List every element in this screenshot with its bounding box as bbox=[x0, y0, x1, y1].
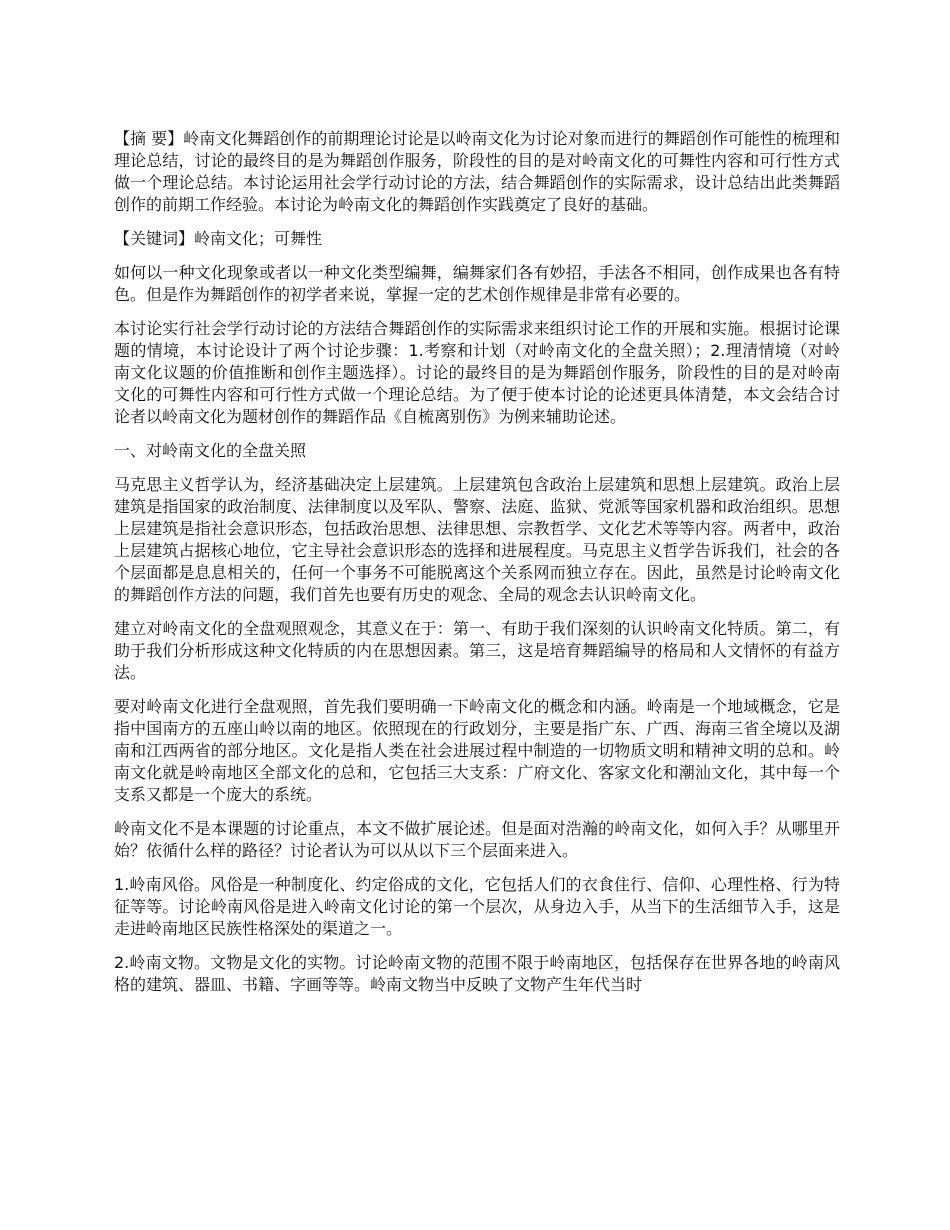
abstract-paragraph: 【摘 要】岭南文化舞蹈创作的前期理论讨论是以岭南文化为讨论对象而进行的舞蹈创作可能性的梳理和理论总结，讨论的最终目的是为舞蹈创作服务，阶段性的目的是对岭南文化的可舞性内容和可行性方式做一个理论总结。本讨论运用社会学行动讨论的方法，结合舞蹈创作的实际需求，设计总结出此类舞蹈创作的前期工作经验。本讨论为岭南文化的舞蹈创作实践奠定了良好的基础。 bbox=[114, 129, 840, 214]
body-paragraph: 如何以一种文化现象或者以一种文化类型编舞，编舞家们各有妙招，手法各不相同，创作成果也各有特色。但是作为舞蹈创作的初学者来说，掌握一定的艺术创作规律是非常有必要的。 bbox=[114, 263, 840, 304]
body-paragraph: 建立对岭南文化的全盘观照观念，其意义在于：第一、有助于我们深刻的认识岭南文化特质。第二，有助于我们分析形成这种文化特质的内在思想因素。第三，这是培育舞蹈编导的格局和人文情怀的有益方法。 bbox=[114, 619, 840, 682]
body-paragraph: 本讨论实行社会学行动讨论的方法结合舞蹈创作的实际需求来组织讨论工作的开展和实施。根据讨论课题的情境，本讨论设计了两个讨论步骤：1.考察和计划（对岭南文化的全盘关照）；2.理清情境（对岭南文化议题的价值推断和创作主题选择）。讨论的最终目的是为舞蹈创作服务，阶段性的目的是对岭南文化的可舞性内容和可行性方式做一个理论总结。为了便于使本讨论的论述更具体清楚，本文会结合讨论者以岭南文化为题材创作的舞蹈作品《自梳离别伤》为例来辅助论述。 bbox=[114, 319, 840, 426]
body-paragraph: 岭南文化不是本课题的讨论重点，本文不做扩展论述。但是面对浩瀚的岭南文化，如何入手？从哪里开始？依循什么样的路径？讨论者认为可以从以下三个层面来进入。 bbox=[114, 819, 840, 860]
section-heading: 一、对岭南文化的全盘关照 bbox=[114, 441, 307, 460]
document-page bbox=[114, 128, 840, 996]
list-paragraph: 1.岭南风俗。风俗是一种制度化、约定俗成的文化，它包括人们的衣食住行、信仰、心理性格、行为特征等等。讨论岭南风俗是进入岭南文化讨论的第一个层次，从身边入手，从当下的生活细节入手，这是走进岭南地区民族性格深处的渠道之一。 bbox=[114, 875, 840, 938]
list-paragraph: 2.岭南文物。文物是文化的实物。讨论岭南文物的范围不限于岭南地区，包括保存在世界各地的岭南风格的建筑、器皿、书籍、字画等等。岭南文物当中反映了文物产生年代当时 bbox=[114, 953, 840, 994]
body-paragraph: 要对岭南文化进行全盘观照，首先我们要明确一下岭南文化的概念和内涵。岭南是一个地域概念，它是指中国南方的五座山岭以南的地区。依照现在的行政划分，主要是指广东、广西、海南三省全境以及湖南和江西两省的部分地区。文化是指人类在社会进展过程中制造的一切物质文明和精神文明的总和。岭南文化就是岭南地区全部文化的总和，它包括三大支系：广府文化、客家文化和潮汕文化，其中每一个支系又都是一个庞大的系统。 bbox=[114, 697, 840, 804]
body-paragraph: 马克思主义哲学认为，经济基础决定上层建筑。上层建筑包含政治上层建筑和思想上层建筑。政治上层建筑是指国家的政治制度、法律制度以及军队、警察、法庭、监狱、党派等国家机器和政治组织。思想上层建筑是指社会意识形态，包括政治思想、法律思想、宗教哲学、文化艺术等等内容。两者中，政治上层建筑占据核心地位，它主导社会意识形态的选择和进展程度。马克思主义哲学告诉我们，社会的各个层面都是息息相关的，任何一个事务不可能脱离这个关系网而独立存在。因此，虽然是讨论岭南文化的舞蹈创作方法的问题，我们首先也要有历史的观念、全局的观念去认识岭南文化。 bbox=[114, 475, 840, 604]
keywords-line: 【关键词】岭南文化；可舞性 bbox=[114, 229, 323, 248]
